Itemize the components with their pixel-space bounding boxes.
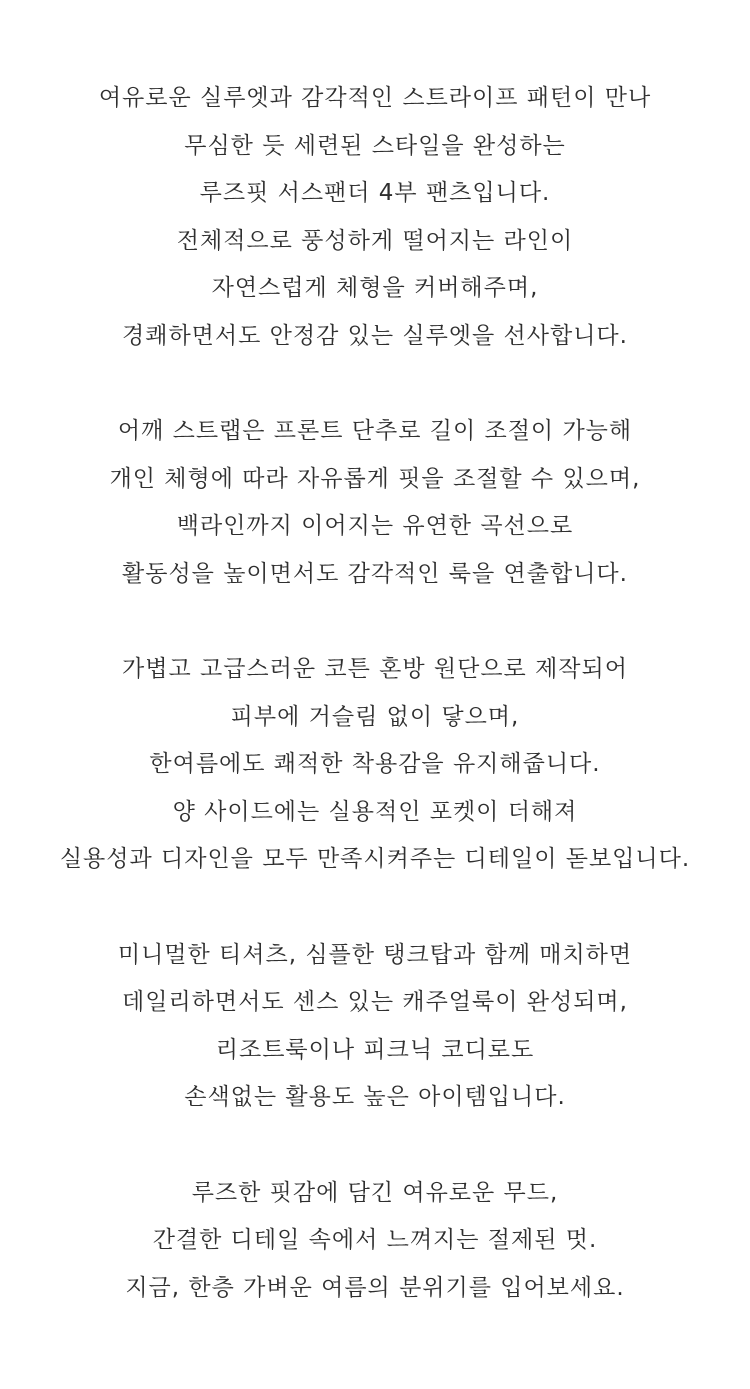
text-line: 전체적으로 풍성하게 떨어지는 라인이: [176, 227, 574, 254]
text-line: 어깨 스트랩은 프론트 단추로 길이 조절이 가능해: [117, 418, 633, 444]
paragraph-strap: [0, 408, 750, 598]
text-line: 무심한 듯 세련된 스타일을 완성하는: [184, 132, 566, 159]
paragraph-fabric: [0, 646, 750, 884]
text-line: 한여름에도 쾌적한 착용감을 유지해줍니다.: [149, 751, 601, 777]
text-line: 백라인까지 이어지는 유연한 곡선으로: [176, 513, 574, 539]
text-line: 실용성과 디자인을 모두 만족시켜주는 디테일이 돋보입니다.: [59, 846, 691, 872]
text-line: 간결한 디테일 속에서 느껴지는 절제된 멋.: [152, 1227, 598, 1253]
text-line: 루즈핏 서스팬더 4부 팬츠입니다.: [199, 180, 551, 206]
text-line: 가볍고 고급스러운 코튼 혼방 원단으로 제작되어: [122, 656, 628, 682]
text-line: 미니멀한 티셔츠, 심플한 탱크탑과 함께 매치하면: [117, 941, 633, 968]
text-line: 리조트룩이나 피크닉 코디로도: [215, 1036, 535, 1063]
text-line: 경쾌하면서도 안정감 있는 실루엣을 선사합니다.: [122, 322, 628, 349]
text-line: 손색없는 활용도 높은 아이템입니다.: [184, 1084, 566, 1110]
text-line: 데일리하면서도 센스 있는 캐주얼룩이 완성되며,: [122, 989, 628, 1015]
text-line: 양 사이드에는 실용적인 포켓이 더해져: [172, 798, 578, 825]
text-line: 자연스럽게 체형을 커버해주며,: [211, 275, 539, 301]
text-line: 지금, 한층 가벼운 여름의 분위기를 입어보세요.: [125, 1274, 625, 1301]
text-line: 루즈한 핏감에 담긴 여유로운 무드,: [191, 1179, 559, 1206]
paragraph-silhouette: [0, 75, 750, 360]
text-line: 여유로운 실루엣과 감각적인 스트라이프 패턴이 만나: [98, 85, 652, 111]
text-line: 활동성을 높이면서도 감각적인 룩을 연출합니다.: [122, 560, 628, 587]
paragraph-closing: [0, 1170, 750, 1313]
paragraph-styling: [0, 932, 750, 1122]
text-line: 개인 체형에 따라 자유롭게 핏을 조절할 수 있으며,: [109, 465, 641, 492]
text-line: 피부에 거슬림 없이 닿으며,: [230, 703, 520, 730]
